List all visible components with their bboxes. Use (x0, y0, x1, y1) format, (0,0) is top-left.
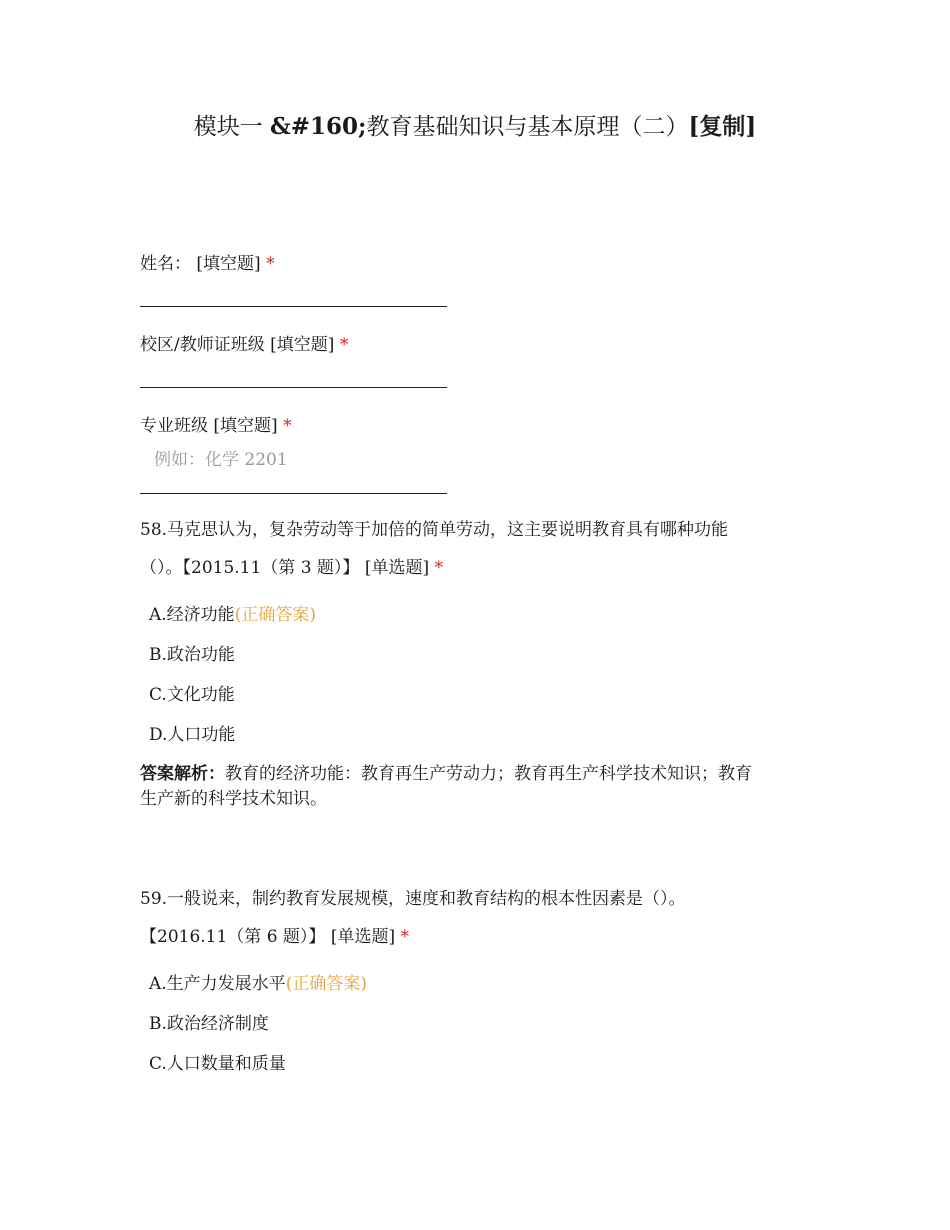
required-mark: * (266, 254, 275, 274)
q58-analysis: 答案解析：教育的经济功能：教育再生产劳动力；教育再生产科学技术知识；教育 生产新的科学技术知识。 (140, 764, 752, 809)
required-mark: * (400, 927, 410, 947)
q58-option-b[interactable]: B.政治功能 (149, 645, 235, 665)
field-name (140, 252, 820, 276)
title-part1: 模块一 (193, 114, 270, 140)
correct-answer-tag: (正确答案) (285, 974, 367, 994)
required-mark: * (339, 335, 349, 355)
q59-line2: 【2016.11（第 6 题）】 [单选题] * (140, 927, 410, 947)
major-placeholder: 例如：化学 2201 (154, 450, 288, 470)
q58-option-a[interactable]: A.经济功能(正确答案) (149, 605, 316, 625)
required-mark: * (434, 558, 444, 578)
q59-option-b[interactable]: B.政治经济制度 (149, 1014, 269, 1034)
q59-option-a[interactable]: A.生产力发展水平(正确答案) (149, 974, 367, 994)
analysis-label: 答案解析： (140, 764, 225, 784)
required-mark: * (283, 416, 292, 436)
q58-option-c[interactable]: C.文化功能 (149, 685, 235, 705)
field-campus (140, 333, 820, 357)
correct-answer-tag: (正确答案) (234, 605, 316, 625)
field-name-label: 姓名： [填空题] * (140, 254, 275, 274)
question-58 (140, 511, 820, 587)
campus-input[interactable] (140, 387, 447, 388)
major-input[interactable] (140, 445, 288, 470)
question-59 (140, 880, 820, 956)
field-major-label: 专业班级 [填空题] * (140, 416, 292, 436)
q58-line2: （）。【2015.11（第 3 题）】 [单选题] * (140, 558, 444, 578)
q59-option-c[interactable]: C.人口数量和质量 (149, 1054, 286, 1074)
major-input-line (140, 493, 447, 494)
q59-line1: 59.一般说来，制约教育发展规模，速度和教育结构的根本性因素是（）。 (140, 889, 686, 909)
q58-line1: 58.马克思认为，复杂劳动等于加倍的简单劳动，这主要说明教育具有哪种功能 (140, 520, 729, 540)
q58-option-d[interactable]: D.人口功能 (149, 725, 236, 745)
field-campus-label: 校区/教师证班级 [填空题] * (140, 335, 349, 355)
title-part3: 教育基础知识与基本原理（二） (366, 114, 689, 140)
title-entity: &#160; (270, 113, 367, 140)
name-input[interactable] (140, 306, 447, 307)
page-title (0, 108, 950, 141)
title-copy-tag: [复制] (688, 113, 757, 140)
field-major (140, 414, 820, 438)
